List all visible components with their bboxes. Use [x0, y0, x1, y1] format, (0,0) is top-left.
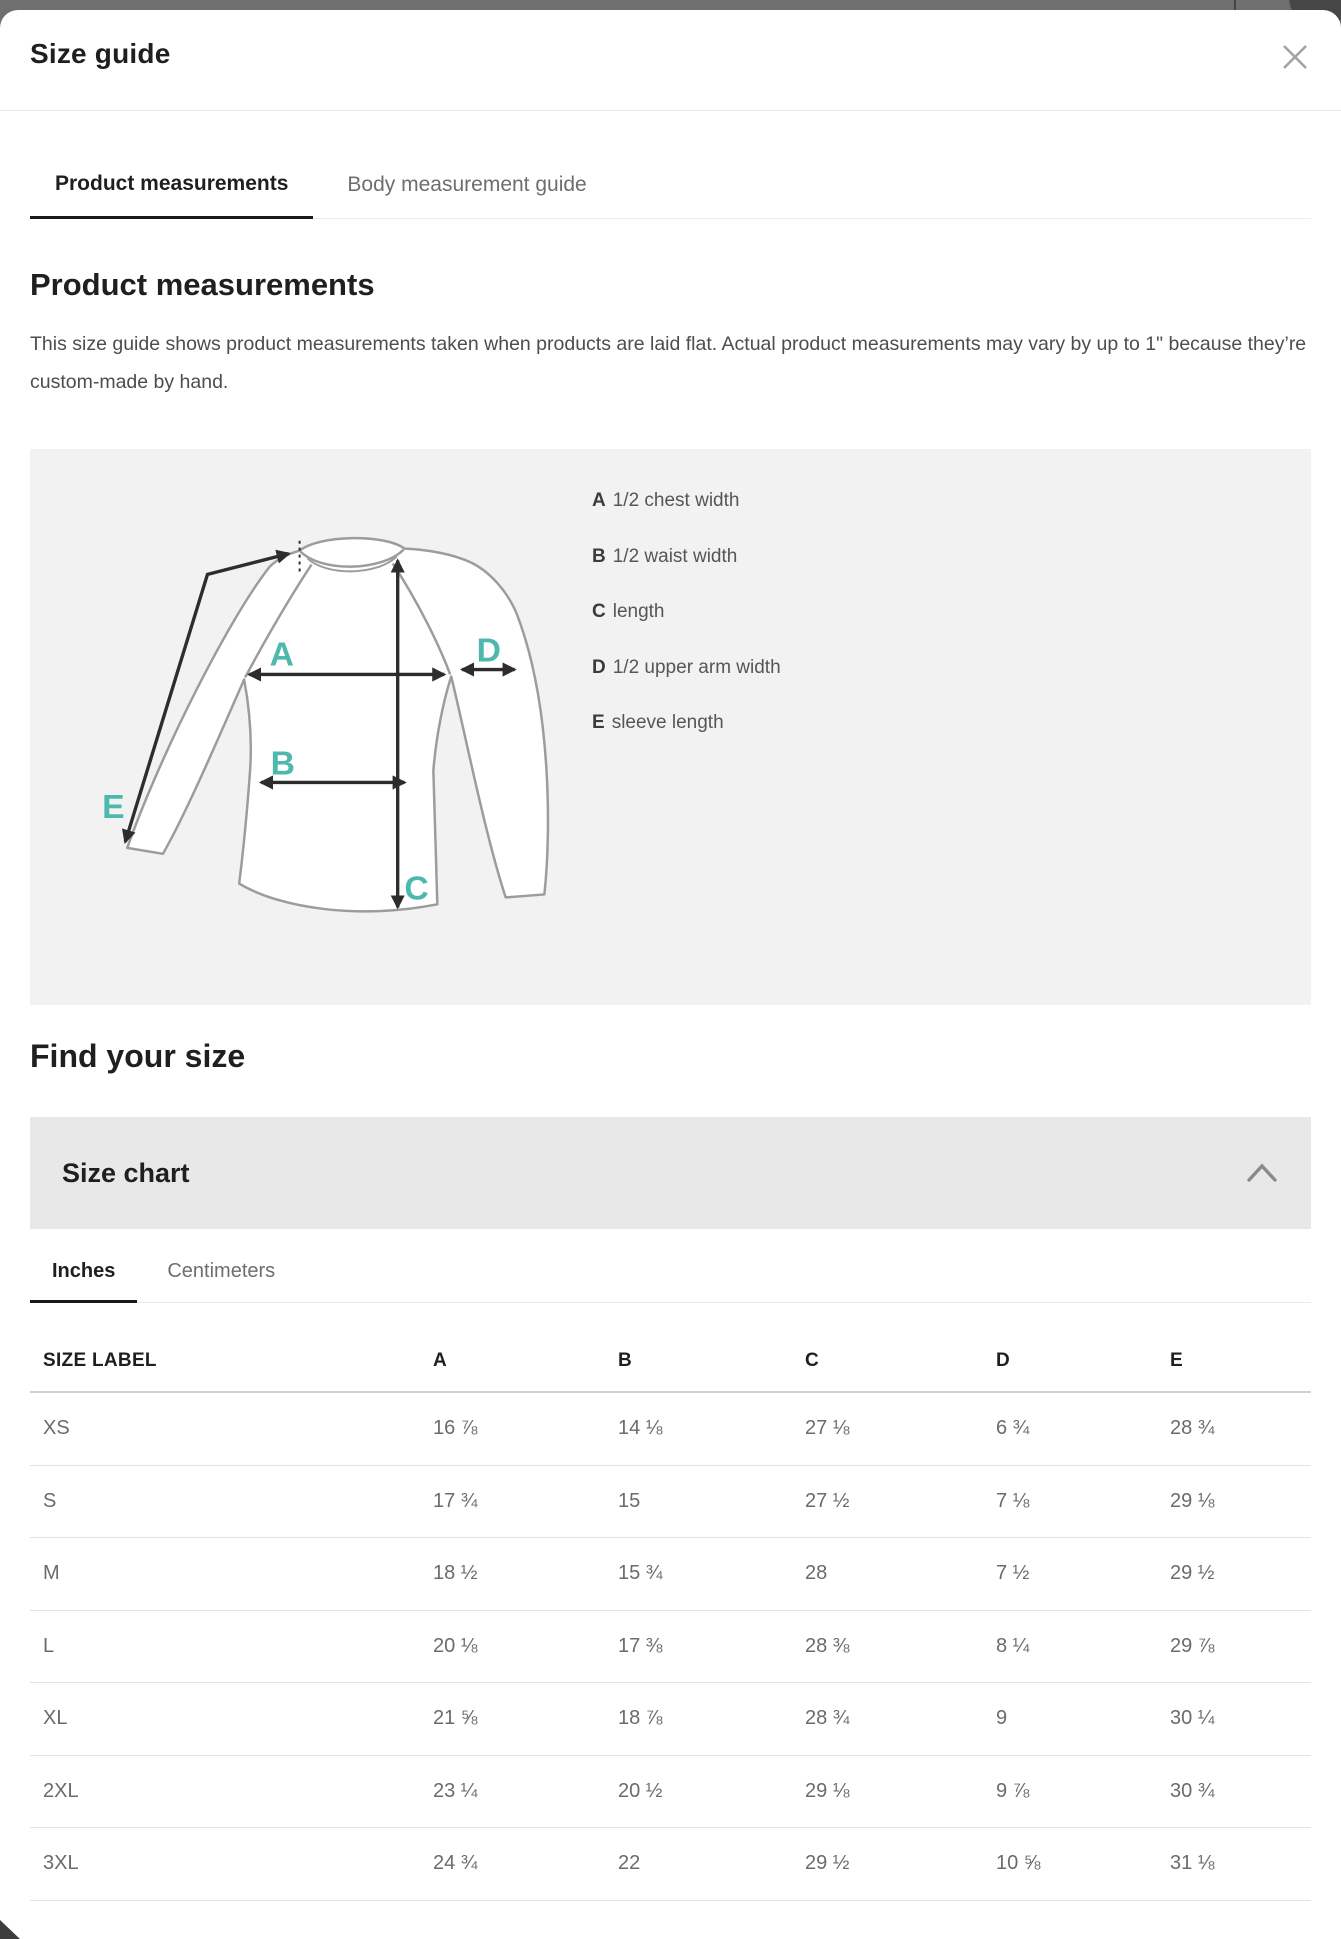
cell-a: 18 ½ [433, 1562, 478, 1585]
find-your-size-heading: Find your size [30, 1038, 246, 1074]
legend-label: length [612, 601, 665, 622]
product-measurements-description: This size guide shows product measurements taken when products are laid flat. Actual product measurements may vary by up to 1" because they’re custom-made by hand. [30, 333, 1307, 393]
cell-b: 20 ½ [618, 1779, 663, 1802]
cell-b: 15 [618, 1489, 641, 1512]
cell-e: 30 ¼ [1170, 1707, 1215, 1730]
cell-d: 6 ¾ [996, 1417, 1030, 1440]
table-row-2xl [30, 1756, 1311, 1829]
shirt-outline [127, 538, 548, 911]
svg-text:D: D [476, 632, 502, 670]
size-chart-title: Size chart [62, 1157, 190, 1188]
legend-item-a [592, 489, 781, 512]
cell-d: 9 [996, 1707, 1008, 1730]
tab-body-measurement-guide[interactable]: Body measurement guide [347, 173, 587, 196]
cell-c: 29 ⅛ [805, 1779, 850, 1802]
legend-key: E [592, 712, 605, 733]
cell-e: 31 ⅛ [1170, 1852, 1215, 1875]
cell-c: 28 ¾ [805, 1707, 850, 1730]
size-label: L [43, 1634, 55, 1657]
legend-key: D [592, 656, 606, 678]
modal-title: Size guide [30, 38, 171, 69]
close-icon [1279, 41, 1311, 73]
legend-item-b [592, 545, 781, 568]
cell-a: 16 ⅞ [433, 1417, 478, 1440]
cell-b: 17 ⅜ [618, 1634, 663, 1657]
table-row-xl [30, 1683, 1311, 1756]
size-label: XS [43, 1417, 70, 1440]
tab-centimeters[interactable]: Centimeters [167, 1260, 276, 1282]
cell-a: 17 ¾ [433, 1489, 478, 1512]
size-label: 2XL [43, 1779, 79, 1802]
cell-e: 28 ¾ [1170, 1417, 1215, 1440]
modal-header [0, 10, 1341, 110]
size-label: 3XL [43, 1852, 79, 1875]
column-header-d: D [996, 1350, 1011, 1371]
legend-label: 1/2 waist width [612, 545, 738, 567]
chevron-up-icon [1245, 1162, 1279, 1184]
svg-text:A: A [269, 636, 294, 674]
cell-c: 27 ½ [805, 1489, 850, 1512]
product-measurements-heading: Product measurements [30, 267, 375, 302]
legend-item-d [592, 656, 781, 679]
table-row-s [30, 1466, 1311, 1539]
cell-d: 7 ½ [996, 1562, 1030, 1585]
cell-e: 29 ½ [1170, 1562, 1215, 1585]
cell-e: 29 ⅞ [1170, 1634, 1215, 1657]
cell-b: 14 ⅛ [618, 1417, 663, 1440]
legend-key: A [592, 490, 606, 511]
cell-c: 28 ⅜ [805, 1634, 850, 1657]
cell-a: 20 ⅛ [433, 1634, 478, 1657]
shirt-illustration [44, 453, 579, 1001]
legend-key: B [592, 545, 606, 567]
table-row-l [30, 1611, 1311, 1684]
legend-item-c [592, 600, 781, 623]
size-label: S [43, 1489, 57, 1512]
svg-text:E: E [102, 789, 125, 827]
cell-d: 8 ¼ [996, 1634, 1030, 1657]
cell-b: 15 ¾ [618, 1562, 663, 1585]
header-divider [0, 110, 1341, 111]
legend-label: sleeve length [611, 712, 724, 733]
cell-a: 24 ¾ [433, 1852, 478, 1875]
cell-d: 7 ⅛ [996, 1489, 1030, 1512]
cell-a: 23 ¼ [433, 1779, 478, 1802]
legend-label: 1/2 chest width [612, 490, 740, 511]
legend-item-e [592, 711, 781, 734]
legend-key: C [592, 601, 606, 622]
column-header-e: E [1170, 1350, 1183, 1371]
svg-text:C: C [404, 870, 429, 908]
diagram-legend [592, 489, 781, 767]
svg-text:B: B [270, 745, 295, 783]
close-button[interactable] [1277, 40, 1313, 76]
cell-d: 9 ⅞ [996, 1779, 1030, 1802]
column-header-size-label: SIZE LABEL [43, 1350, 157, 1371]
cell-e: 30 ¾ [1170, 1779, 1215, 1802]
table-row-m [30, 1538, 1311, 1611]
cell-d: 10 ⅝ [996, 1852, 1041, 1875]
size-table [30, 1331, 1311, 1901]
size-table-header [30, 1331, 1311, 1393]
measurement-diagram [30, 449, 1311, 1005]
cell-b: 18 ⅞ [618, 1707, 663, 1730]
cell-b: 22 [618, 1852, 641, 1875]
size-chart-accordion-header[interactable] [30, 1117, 1311, 1229]
size-label: M [43, 1562, 60, 1585]
size-guide-modal [0, 10, 1341, 1939]
cell-c: 29 ½ [805, 1852, 850, 1875]
cell-a: 21 ⅝ [433, 1707, 478, 1730]
table-row-xs [30, 1393, 1311, 1466]
tab-bar [30, 171, 1311, 219]
legend-label: 1/2 upper arm width [612, 656, 781, 678]
column-header-b: B [618, 1350, 633, 1371]
column-header-a: A [433, 1350, 448, 1371]
tab-inches[interactable]: Inches [30, 1259, 137, 1303]
cell-e: 29 ⅛ [1170, 1489, 1215, 1512]
cell-c: 28 [805, 1562, 828, 1585]
cell-c: 27 ⅛ [805, 1417, 850, 1440]
size-label: XL [43, 1707, 68, 1730]
bottom-left-cutoff-shape [0, 1917, 20, 1939]
tab-product-measurements[interactable]: Product measurements [30, 171, 313, 219]
table-row-3xl [30, 1828, 1311, 1901]
column-header-c: C [805, 1350, 820, 1371]
unit-tab-bar [30, 1259, 1311, 1303]
